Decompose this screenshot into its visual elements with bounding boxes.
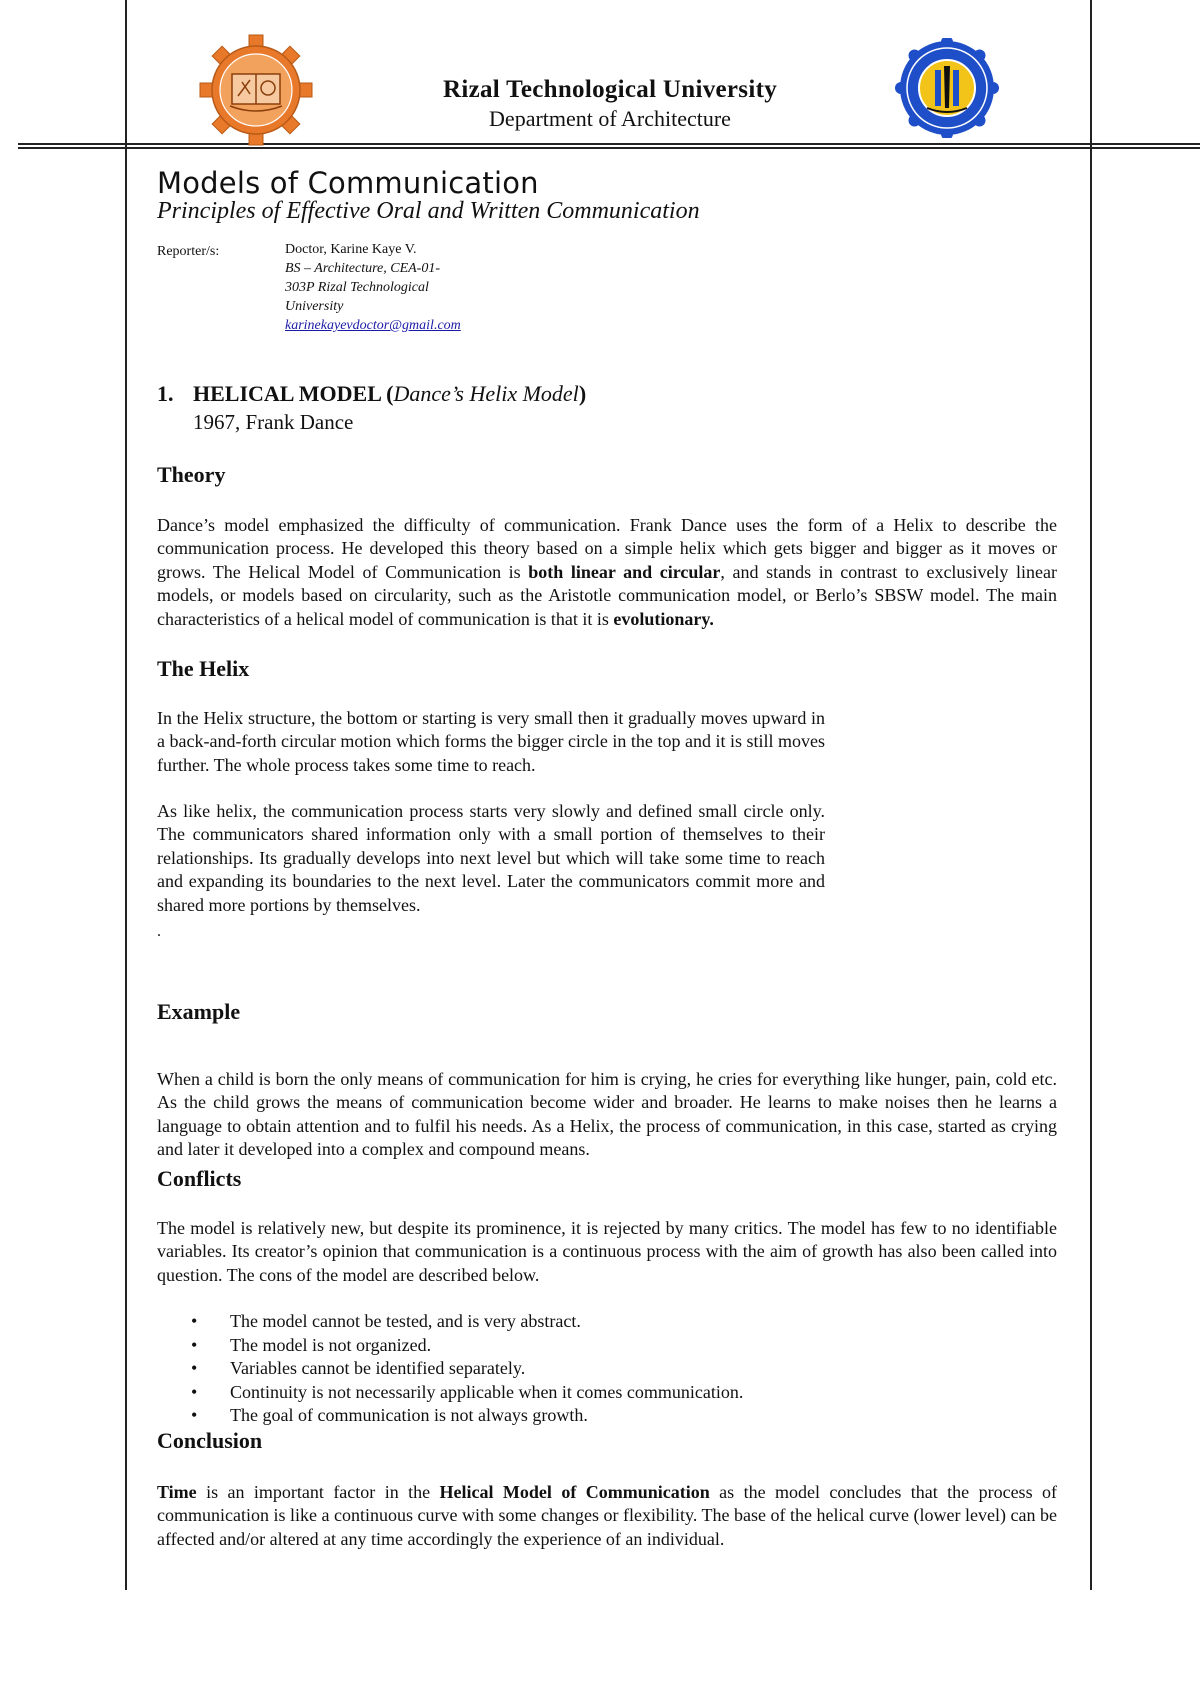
document-subtitle: Principles of Effective Oral and Written Communication: [157, 198, 700, 224]
list-item: [157, 1334, 857, 1358]
helix-heading: The Helix: [157, 656, 250, 681]
section-title-main: HELICAL MODEL (: [193, 381, 394, 406]
bullet-icon: •: [191, 1381, 198, 1402]
list-item: [157, 1310, 857, 1334]
section-number: 1.: [157, 381, 174, 406]
university-name: Rizal Technological University: [443, 76, 777, 103]
document-title: Models of Communication: [157, 166, 539, 200]
left-margin-line: [125, 0, 127, 1590]
bullet-icon: •: [191, 1334, 198, 1355]
header-rule-bottom: [18, 147, 1200, 149]
list-item-text: The model is not organized.: [230, 1334, 432, 1355]
right-margin-line: [1090, 0, 1092, 1590]
section-title: [157, 381, 586, 407]
helix-paragraph-1: In the Helix structure, the bottom or starting is very small then it gradually moves upward in a back-and-forth circular motion which forms the bigger circle in the top and it is still moves further. The whole process takes some time to reach.: [157, 708, 825, 775]
theory-text-1: Dance’s model emphasized the difficulty of communication. Frank Dance uses the form of a Helix to describe the communication process. He developed this theory based on a simple helix which gets bigger and bigger as it moves or grows. The Helical Model of Communication is: [157, 515, 1057, 582]
reporter-info: [285, 240, 485, 335]
list-item-text: The goal of communication is not always growth.: [230, 1405, 588, 1425]
section-title-end: ): [578, 381, 587, 406]
theory-heading: Theory: [157, 462, 226, 487]
example-heading: Example: [157, 999, 241, 1024]
reporter-name: Doctor, Karine Kaye V.: [285, 242, 417, 257]
list-item-text: Continuity is not necessarily applicable when it comes communication.: [230, 1381, 744, 1402]
list-item: [157, 1381, 857, 1405]
bullet-icon: •: [191, 1358, 198, 1378]
conclusion-paragraph: [157, 1481, 1057, 1551]
section-title-italic: Dance’s Helix Model: [393, 381, 579, 406]
example-paragraph: When a child is born the only means of communication for him is crying, he cries for everything like hunger, pain, cold etc. As the child grows the means of communication become wider and broader. He learns to make noises then he learns a language to obtain attention and to fulfil his needs. As a Helix, the process of communication, in this case, started as crying and later it developed into a complex and compound means.: [157, 1069, 1057, 1160]
reporter-affiliation-line-2: 303P Rizal Technological: [285, 280, 429, 295]
bullet-icon: •: [191, 1405, 198, 1425]
conclusion-text-2: as the model concludes that the process of communication is like a continuous curve with some changes or flexibility. The base of the helical curve (lower level) can be affected and/or altered at any time accordingly the experience of an individual.: [157, 1482, 1057, 1549]
theory-text-2: , and stands in contrast to exclusively linear models, or models based on circularity, such as the Aristotle communication model, or Berlo’s SBSW model. The main characteristics of a helical model of communication is that it is: [157, 561, 1057, 629]
reporter-email-link[interactable]: karinekayevdoctor@gmail.com: [285, 318, 461, 333]
conclusion-heading: Conclusion: [157, 1428, 263, 1453]
theory-paragraph: [157, 514, 1057, 631]
conclusion-text-1: is an important factor in the: [196, 1482, 440, 1502]
theory-bold-1: both linear and circular: [528, 561, 721, 582]
conclusion-bold-1: Time: [157, 1482, 197, 1502]
helix-paragraph-2: As like helix, the communication process starts very slowly and defined small circle only. The communicators shared information only with a small portion of themselves to their relationships. Its gradually develops into next level but which will take some time to reach and expanding its boundaries to the next level. Later the communicators commit more and shared more portions by themselves.: [157, 801, 825, 915]
list-item-text: Variables cannot be identified separately.: [230, 1358, 526, 1378]
reporter-affiliation-line-1: BS – Architecture, CEA-01-: [285, 261, 440, 276]
conflicts-heading: Conflicts: [157, 1166, 242, 1191]
reporter-affiliation-line-3: University: [285, 299, 344, 314]
conclusion-bold-2: Helical Model of Communication: [439, 1482, 710, 1502]
list-item-text: The model cannot be tested, and is very abstract.: [230, 1311, 581, 1331]
bullet-icon: •: [191, 1311, 198, 1331]
conflicts-paragraph: The model is relatively new, but despite its prominence, it is rejected by many critics. The model has few to no identifiable variables. Its creator’s opinion that communication is a continuous process with the aim of growth has also been called into question. The cons of the model are described below.: [157, 1218, 1057, 1285]
cons-list: [157, 1310, 857, 1428]
stray-dot: .: [157, 923, 161, 940]
list-item: [157, 1357, 857, 1381]
header-rule-top: [18, 143, 1200, 145]
theory-bold-2: evolutionary.: [613, 608, 714, 629]
list-item: [157, 1404, 857, 1428]
reporter-label: Reporter/s:: [157, 244, 220, 259]
section-year-author: 1967, Frank Dance: [193, 410, 354, 434]
department-name: Department of Architecture: [489, 106, 731, 131]
